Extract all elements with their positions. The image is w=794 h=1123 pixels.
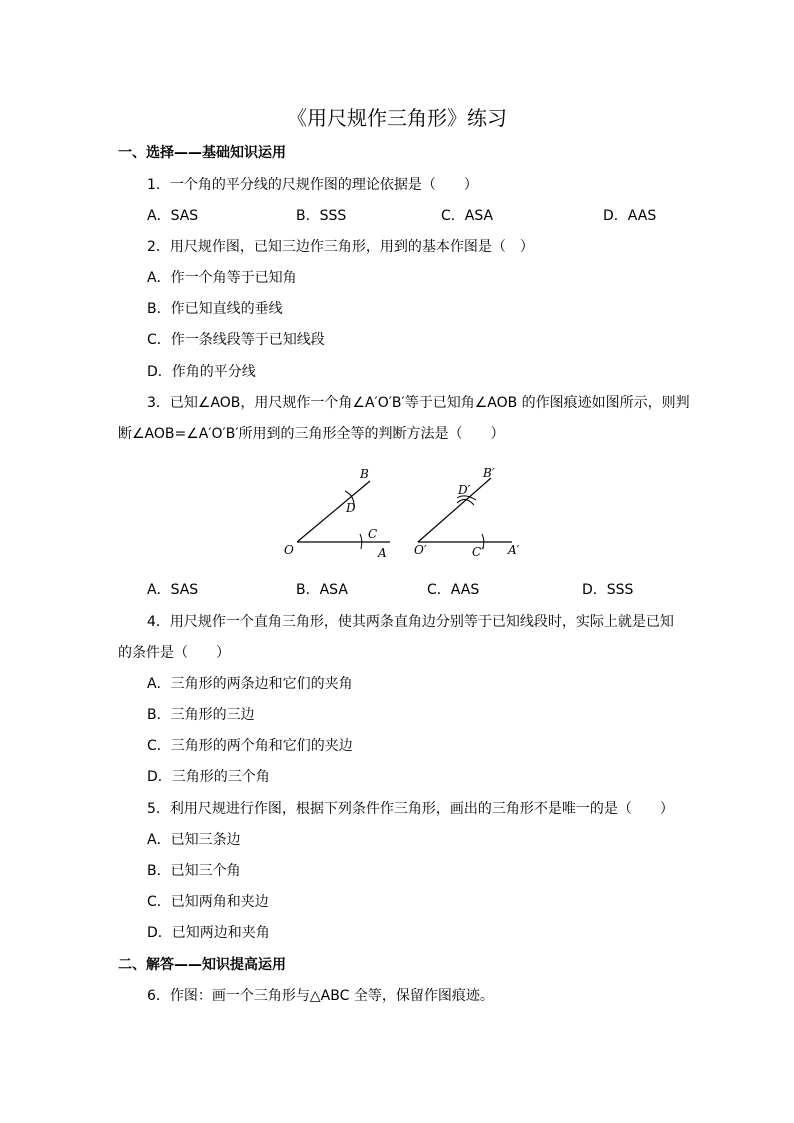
q4-option-d: D．三角形的三个角 [147, 769, 270, 785]
label-c: C [368, 527, 378, 541]
q1-option-c: C．ASA [441, 208, 494, 224]
question-3-stem-line2: 断∠AOB=∠A′O′B′所用到的三角形全等的判断方法是（ ） [118, 426, 505, 442]
question-4-stem-line2: 的条件是（ ） [118, 645, 230, 661]
q3-option-d: D．SSS [582, 582, 634, 598]
question-5-stem: 5．利用尺规进行作图，根据下列条件作三角形，画出的三角形不是唯一的是（ ） [147, 801, 674, 817]
label-o: O [284, 543, 294, 557]
q1-option-d: D．AAS [603, 208, 657, 224]
label-d-prime: D′ [458, 483, 471, 497]
q2-option-c: C．作一条线段等于已知线段 [147, 332, 325, 348]
ray-ob [297, 481, 370, 542]
q2-option-d: D．作角的平分线 [147, 364, 256, 380]
section-heading-answer: 二、解答——知识提高运用 [118, 957, 286, 973]
q5-option-a: A．已知三条边 [147, 832, 241, 848]
label-o-prime: O′ [414, 543, 427, 557]
q1-option-b: B．SSS [296, 208, 347, 224]
label-a-prime: A′ [508, 543, 520, 557]
label-b: B [360, 467, 369, 481]
question-3-stem-line1: 3．已知∠AOB，用尺规作一个角∠A′O′B′等于已知角∠AOB 的作图痕迹如图所示，则判 [147, 395, 690, 411]
q4-option-a: A．三角形的两条边和它们的夹角 [147, 676, 353, 692]
label-a: A [378, 546, 387, 560]
q2-option-b: B．作已知直线的垂线 [147, 301, 283, 317]
page-title: 《用尺规作三角形》练习 [287, 106, 507, 130]
section-heading-choice: 一、选择——基础知识运用 [118, 145, 286, 161]
question-1-stem: 1．一个角的平分线的尺规作图的理论依据是（ ） [147, 177, 478, 193]
q2-option-a: A．作一个角等于已知角 [147, 270, 297, 286]
label-d: D [346, 501, 356, 515]
question-4-stem-line1: 4．用尺规作一个直角三角形，使其两条直角边分别等于已知线段时，实际上就是已知 [147, 614, 674, 630]
question-2-stem: 2．用尺规作图，已知三边作三角形，用到的基本作图是（ ） [147, 239, 534, 255]
ray-o2b2 [418, 478, 491, 542]
q4-option-b: B．三角形的三边 [147, 707, 255, 723]
label-c-prime: C′ [472, 545, 484, 559]
q1-option-a: A．SAS [147, 208, 199, 224]
q3-option-b: B．ASA [296, 582, 348, 598]
q4-option-c: C．三角形的两个角和它们的夹边 [147, 738, 353, 754]
q5-option-c: C．已知两角和夹边 [147, 894, 269, 910]
q5-option-b: B．已知三个角 [147, 863, 241, 879]
q5-option-d: D．已知两边和夹角 [147, 925, 270, 941]
label-b-prime: B′ [483, 466, 495, 480]
question-6-stem: 6．作图：画一个三角形与△ABC 全等，保留作图痕迹。 [147, 988, 494, 1004]
q3-option-c: C．AAS [427, 582, 480, 598]
angle-construction-figure [270, 458, 540, 568]
q3-option-a: A．SAS [147, 582, 199, 598]
